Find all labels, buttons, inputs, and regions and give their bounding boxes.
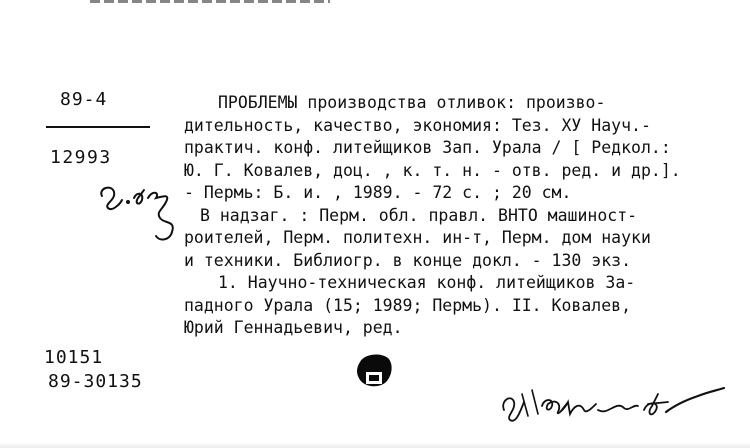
bottom-number-2: 89-30135	[48, 371, 143, 392]
card-line: - Пермь: Б. и. , 1989. - 72 с. ; 20 см.	[184, 183, 572, 202]
scan-edge-top	[90, 0, 330, 3]
card-line: ПРОБЛЕМЫ производства отливок: произво-	[218, 93, 606, 112]
card-line: В надзаг. : Перм. обл. правл. ВНТО машиност-	[200, 205, 638, 225]
card-line: практич. конф. литейщиков Зап. Урала / [ Редкол.:	[184, 138, 671, 157]
bibliographic-description	[184, 92, 732, 340]
shelf-rule	[46, 126, 150, 128]
shelf-code: 89-4	[60, 89, 108, 110]
ink-stamp-blot	[354, 352, 394, 390]
card-line: Юрий Геннадьевич, ред.	[184, 318, 403, 337]
card-line: дительность, качество, экономия: Тез. ХУ Науч.-	[184, 115, 651, 135]
bottom-numbers	[44, 346, 143, 394]
bottom-number-1: 10151	[44, 347, 104, 368]
card-line: падного Урала (15; 1989; Пермь). II. Ковалев,	[184, 295, 632, 315]
inventory-number: 12993	[50, 147, 112, 168]
card-line: 1. Научно-техническая конф. литейщиков За-	[218, 273, 636, 292]
scan-edge-bottom	[0, 442, 750, 448]
card-line: Ю. Г. Ковалев, доц. , к. т. н. - отв. ред. и др.].	[184, 160, 681, 180]
card-line: и техники. Библиогр. в конце докл. - 130 экз.	[184, 250, 632, 270]
card-line: роителей, Перм. политехн. ин-т, Перм. дом науки	[184, 228, 651, 247]
handwritten-mark	[94, 178, 194, 248]
handwritten-signature	[498, 380, 728, 428]
